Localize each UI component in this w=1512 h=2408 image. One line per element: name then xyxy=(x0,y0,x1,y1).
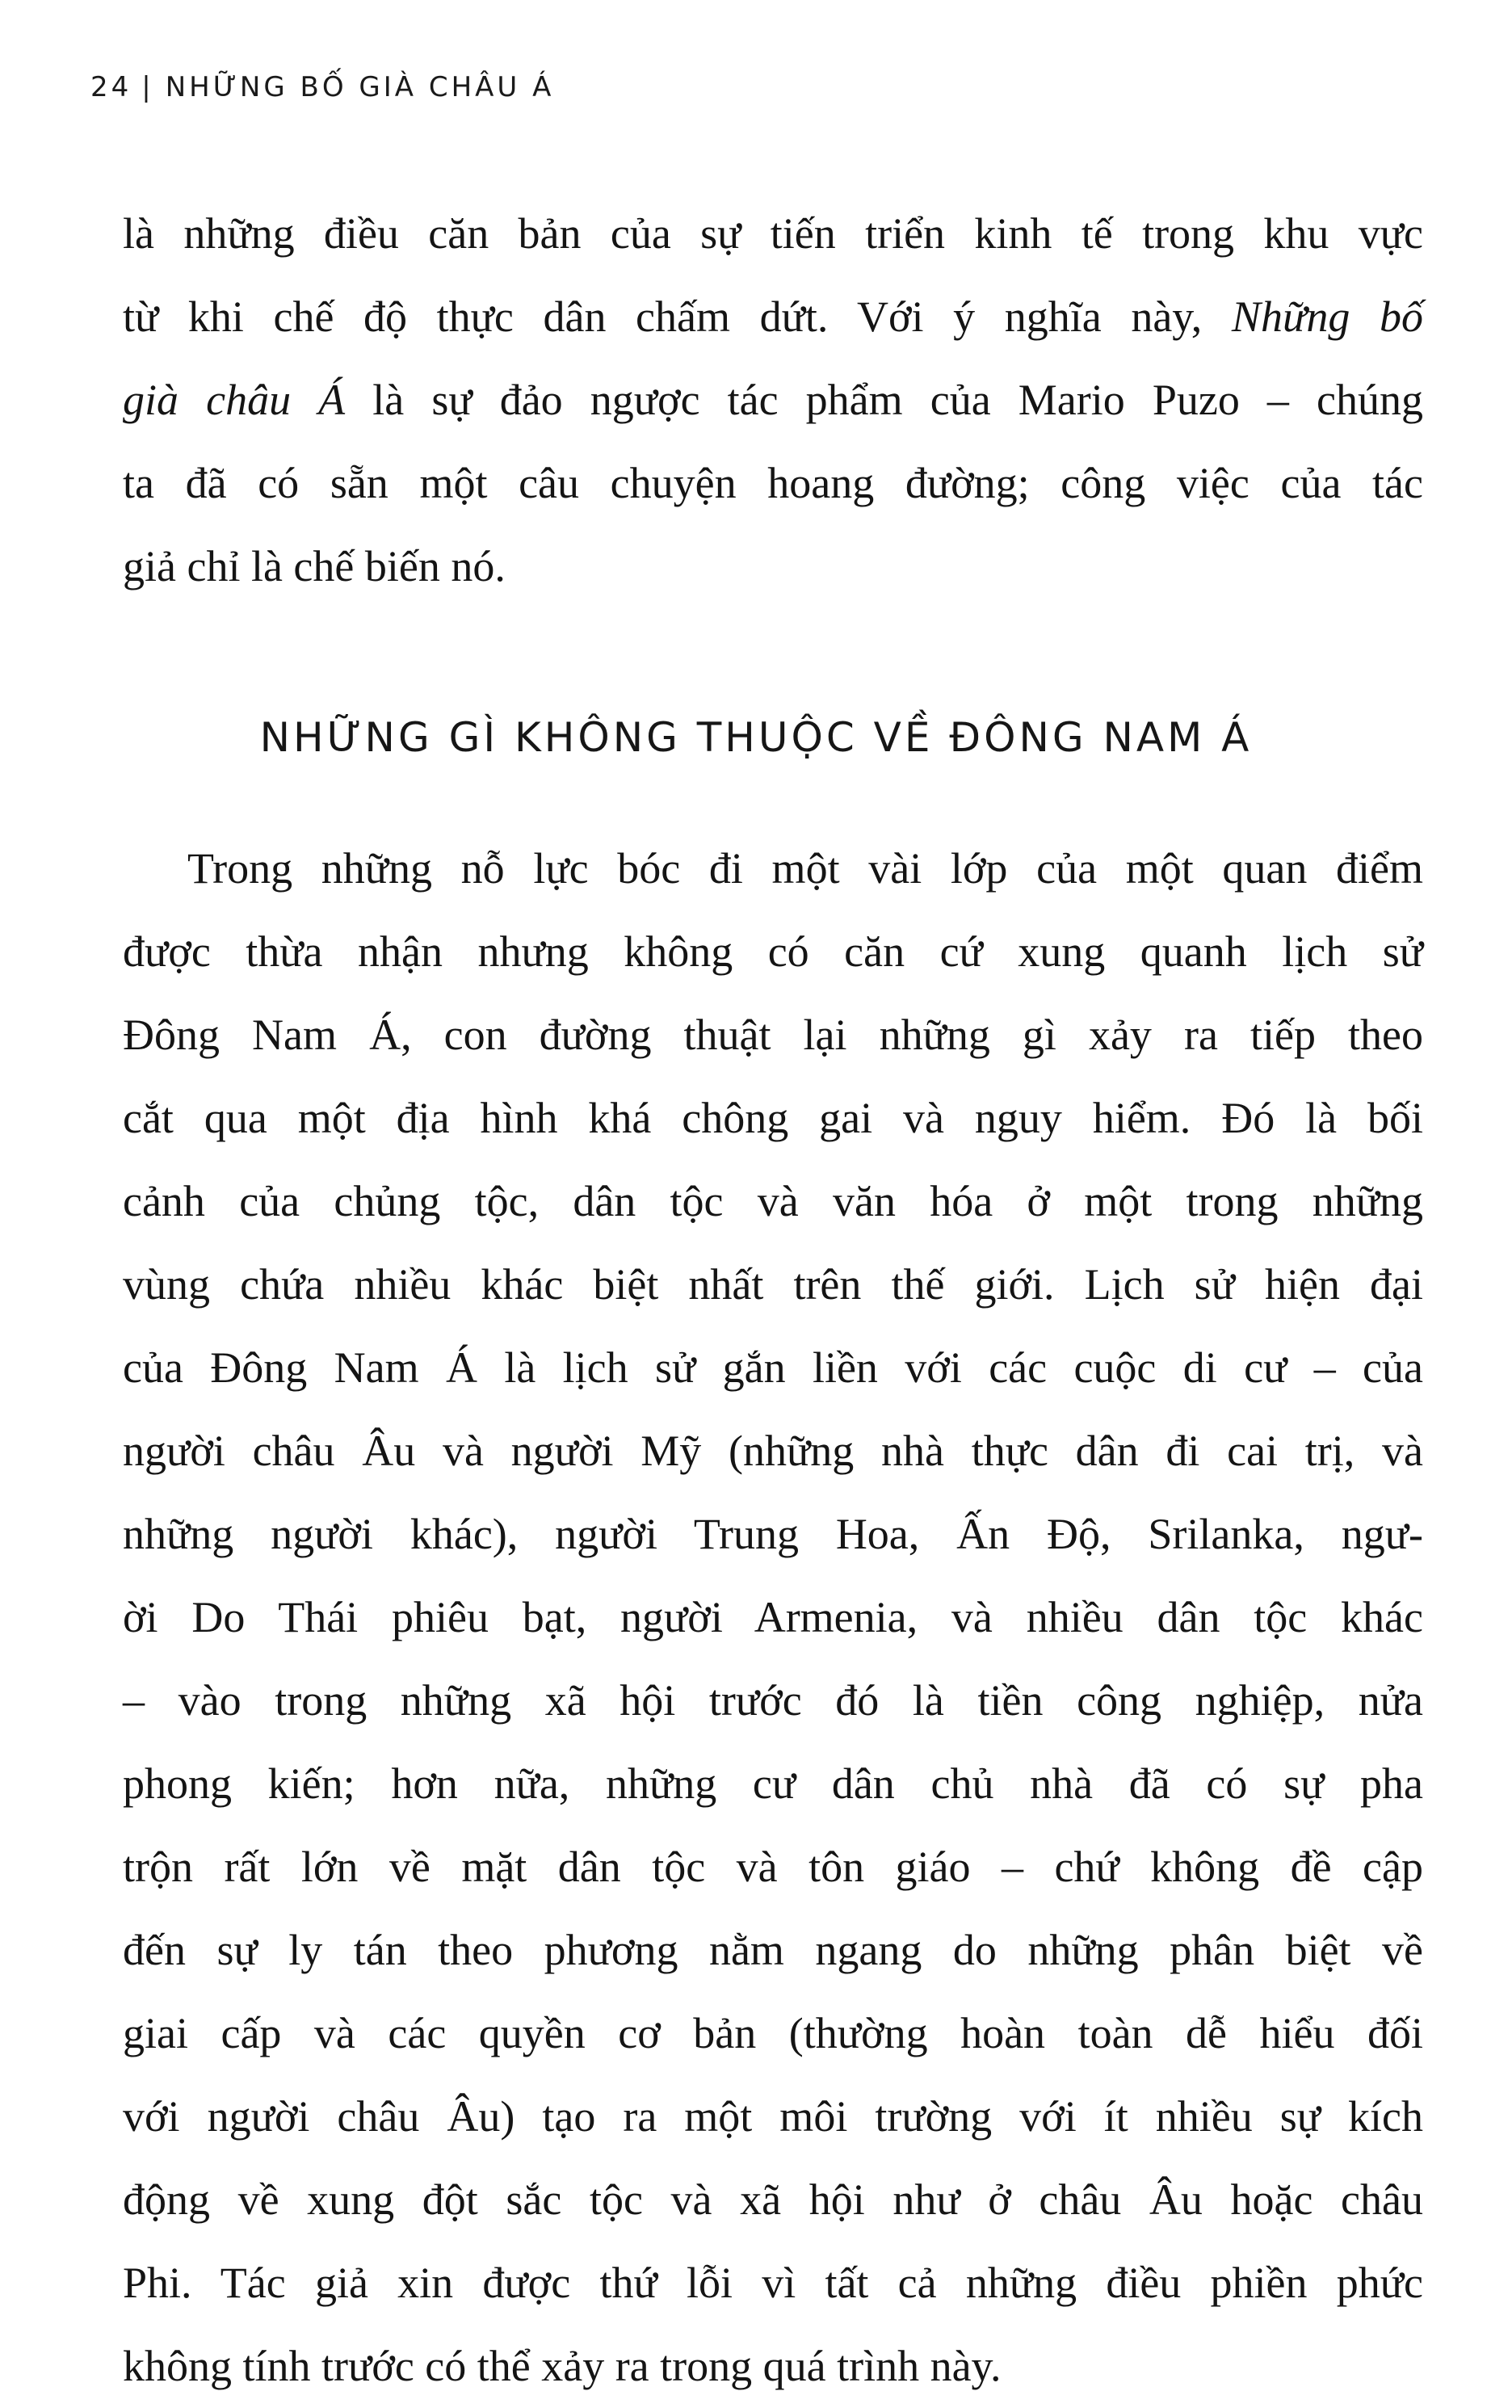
paragraph-text: là sự đảo ngược tác phẩm của Mario Puzo – chúng xyxy=(345,376,1423,424)
paragraph-line: đến sự ly tán theo phương nằm ngang do những phân biệt về xyxy=(123,1926,1423,1974)
paragraph-line: cắt qua một địa hình khá chông gai và nguy hiểm. Đó là bối xyxy=(123,1094,1423,1142)
paragraph-line: được thừa nhận nhưng không có căn cứ xung quanh lịch sử xyxy=(123,927,1423,976)
paragraph-line: ời Do Thái phiêu bạt, người Armenia, và nhiều dân tộc khác xyxy=(123,1593,1423,1641)
paragraph-line: phong kiến; hơn nữa, những cư dân chủ nhà đã có sự pha xyxy=(123,1759,1423,1808)
body-paragraph xyxy=(123,827,1423,2408)
paragraph-line: giai cấp và các quyền cơ bản (thường hoàn toàn dễ hiểu đối xyxy=(123,2009,1423,2057)
paragraph-line: của Đông Nam Á là lịch sử gắn liền với các cuộc di cư – của xyxy=(123,1343,1423,1392)
paragraph-line: ta đã có sẵn một câu chuyện hoang đường; công việc của tác xyxy=(123,459,1423,507)
running-head-separator: | xyxy=(141,71,154,103)
paragraph-line: giả chỉ là chế biến nó. xyxy=(123,542,506,590)
running-head-title: NHỮNG BỐ GIÀ CHÂU Á xyxy=(165,71,555,103)
italic-book-title: Những bố xyxy=(1231,292,1423,341)
top-paragraph xyxy=(123,192,1423,608)
paragraph-line: động về xung đột sắc tộc và xã hội như ở châu Âu hoặc châu xyxy=(123,2175,1423,2224)
running-head xyxy=(90,71,554,103)
paragraph-line: trộn rất lớn về mặt dân tộc và tôn giáo – chứ không đề cập xyxy=(123,1843,1423,1891)
paragraph-text: từ khi chế độ thực dân chấm dứt. Với ý nghĩa này, xyxy=(123,292,1203,341)
paragraph-line: với người châu Âu) tạo ra một môi trường với ít nhiều sự kích xyxy=(123,2092,1423,2141)
page-number: 24 xyxy=(90,71,132,103)
paragraph-line: là những điều căn bản của sự tiến triển kinh tế trong khu vực xyxy=(123,209,1423,258)
paragraph-line: Đông Nam Á, con đường thuật lại những gì xảy ra tiếp theo xyxy=(123,1011,1423,1059)
paragraph-line: – vào trong những xã hội trước đó là tiền công nghiệp, nửa xyxy=(123,1676,1423,1725)
paragraph-line: Trong những nỗ lực bóc đi một vài lớp của một quan điểm xyxy=(187,844,1423,893)
paragraph-line: không tính trước có thể xảy ra trong quá trình này. xyxy=(123,2342,1002,2390)
paragraph-line: Phi. Tác giả xin được thứ lỗi vì tất cả những điều phiền phức xyxy=(123,2259,1423,2307)
italic-book-title: già châu Á xyxy=(123,376,346,424)
paragraph-line: cảnh của chủng tộc, dân tộc và văn hóa ở một trong những xyxy=(123,1177,1423,1225)
paragraph-line: những người khác), người Trung Hoa, Ấn Độ, Srilanka, ngư- xyxy=(123,1510,1423,1558)
paragraph-line xyxy=(123,275,1423,359)
paragraph-line: người châu Âu và người Mỹ (những nhà thực dân đi cai trị, và xyxy=(123,1427,1423,1475)
paragraph-line: vùng chứa nhiều khác biệt nhất trên thế giới. Lịch sử hiện đại xyxy=(123,1260,1423,1309)
paragraph-line xyxy=(123,359,1423,442)
section-heading: NHỮNG GÌ KHÔNG THUỘC VỀ ĐÔNG NAM Á xyxy=(259,714,1253,761)
